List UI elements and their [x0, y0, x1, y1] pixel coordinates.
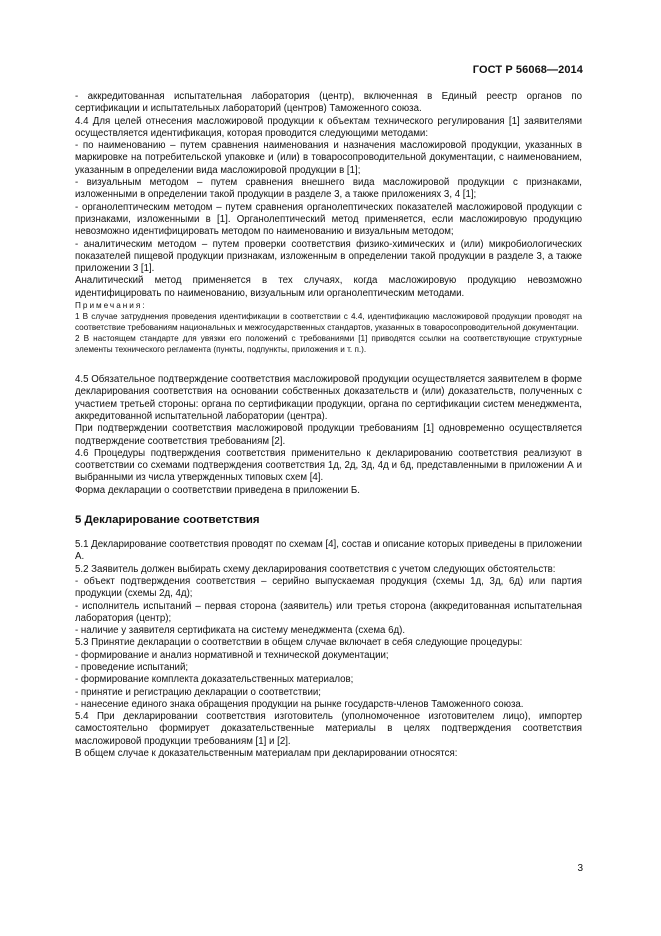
- list-item: - формирование и анализ нормативной и технической документации;: [75, 649, 389, 661]
- paragraph: 5.4 При декларировании соответствия изготовитель (уполномоченное изготовителем лицо), импортер самостоятельно формирует доказательственные материалы в целях подтверждения соответствия масложировой продукции требованиям [1] и [2].: [75, 711, 582, 747]
- paragraph: - аккредитованная испытательная лаборатория (центр), включенная в Единый реестр органов по сертификации и испытательных лабораторий (центров) Таможенного союза.: [75, 91, 582, 115]
- paragraph: Аналитический метод применяется в тех случаях, когда масложировую продукцию невозможно идентифицировать по наименованию, визуальным или органолептическим методами.: [75, 275, 582, 299]
- list-item: - принятие и регистрацию декларации о соответствии;: [75, 686, 321, 698]
- paragraph: 5.1 Декларирование соответствия проводят по схемам [4], состав и описание которых приведены в приложении А.: [75, 539, 582, 563]
- paragraph: Форма декларации о соответствии приведена в приложении Б.: [75, 484, 360, 496]
- paragraph: 4.4 Для целей отнесения масложировой продукции к объектам технического регулирования [1] заявителями осуществляется идентификация, которая проводится следующими методами:: [75, 115, 582, 139]
- list-item: - проведение испытаний;: [75, 661, 189, 673]
- spacer: [75, 355, 582, 374]
- paragraph: 5.3 Принятие декларации о соответствии в общем случае включает в себя следующие процедуры:: [75, 637, 523, 649]
- document-body: [75, 91, 582, 760]
- notes-label: Примечания:: [75, 301, 147, 311]
- paragraph: В общем случае к доказательственным материалам при декларировании относятся:: [75, 748, 458, 760]
- standard-code-header: ГОСТ Р 56068—2014: [472, 64, 583, 76]
- list-item: - исполнитель испытаний – первая сторона (заявитель) или третья сторона (аккредитованная испытательная лаборатория (центр);: [75, 600, 582, 624]
- list-item: - нанесение единого знака обращения продукции на рынке государств-членов Таможенного союза.: [75, 698, 524, 710]
- list-item: - органолептическим методом – путем сравнения органолептических показателей масложировой продукции с признаками, изложенными в [1]. Органолептический метод применяется, если масложировую продукцию невозможно идентифицировать методом по наименованию и визуальным методом;: [75, 201, 582, 238]
- section-heading: 5 Декларирование соответствия: [75, 514, 260, 527]
- paragraph: 4.6 Процедуры подтверждения соответствия применительно к декларированию соответствия реализуют в соответствии со схемами подтверждения соответствия 1д, 2д, 3д, 4д и 6д, представленными в приложении А и выбранными из числа утвержденных типовых схем [4].: [75, 447, 582, 484]
- list-item: - визуальным методом – путем сравнения внешнего вида масложировой продукции с признаками, изложенными в определении такой продукции в разделе 3, а также приложениях 3, 4 [1];: [75, 177, 582, 201]
- page-number: 3: [577, 863, 583, 874]
- list-item: - наличие у заявителя сертификата на систему менеджмента (схема 6д).: [75, 625, 406, 637]
- list-item: - формирование комплекта доказательственных материалов;: [75, 674, 354, 686]
- list-item: - аналитическим методом – путем проверки соответствия физико-химических и (или) микробиологических показателей пищевой продукции признакам, изложенным в определении такой продукции в разделе 3, а также приложении 3 [1].: [75, 238, 582, 275]
- list-item: - объект подтверждения соответствия – серийно выпускаемая продукция (схемы 1д, 3д, 6д) или партия продукции (схемы 2д, 4д);: [75, 575, 582, 600]
- paragraph: При подтверждении соответствия масложировой продукции требованиям [1] одновременно осуществляется подтверждение соответствия требованиям [2].: [75, 423, 582, 447]
- list-item: - по наименованию – путем сравнения наименования и назначения масложировой продукции, указанных в маркировке на потребительской упаковке и (или) в товаросопроводительной документации, с наименованием, указанным в определении вида масложировой продукции в [1];: [75, 140, 582, 176]
- paragraph: 4.5 Обязательное подтверждение соответствия масложировой продукции осуществляется заявителем в форме декларирования соответствия на основании собственных доказательств и (или) доказательств, полученных с участием третьей стороны: органа по сертификации продукции, органа по сертификации систем менеджмента, аккредитованной испытательной лаборатории (центра).: [75, 374, 582, 422]
- paragraph: 5.2 Заявитель должен выбирать схему декларирования соответствия с учетом следующих обстоятельств:: [75, 563, 556, 575]
- note-item: 1 В случае затруднения проведения идентификации в соответствии с 4.4, идентификацию масложировой продукции проводят на соответствие требованиям национальных и межгосударственных стандартов, указанных в товаросопроводительной документации.: [75, 312, 582, 333]
- note-item: 2 В настоящем стандарте для увязки его положений с требованиями [1] приводятся ссылки на соответствующие структурные элементы технического регламента (пункты, подпункты, приложения и т. п.).: [75, 334, 582, 355]
